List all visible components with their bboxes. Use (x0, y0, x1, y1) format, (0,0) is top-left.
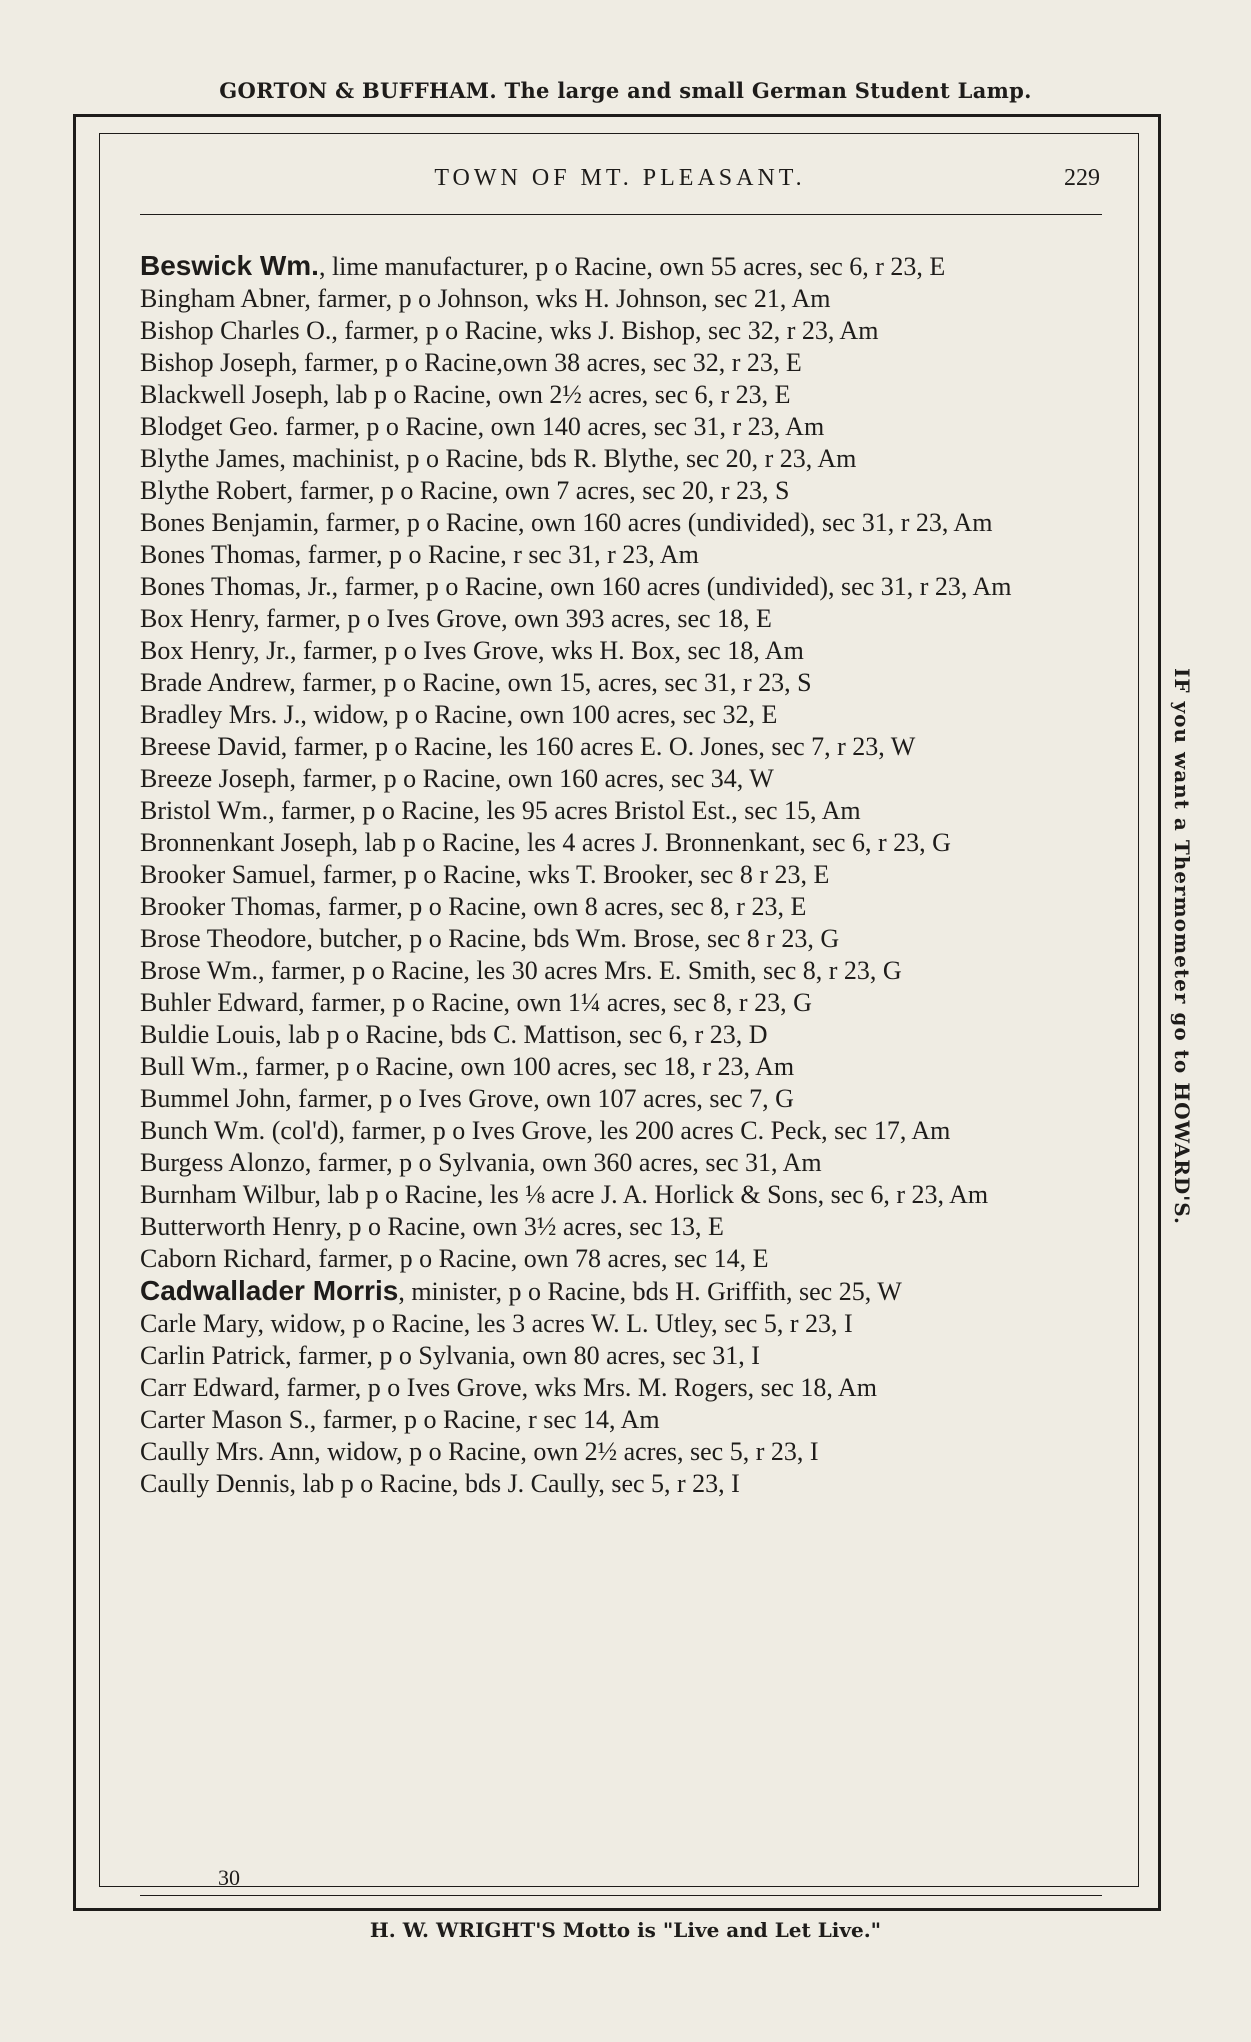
directory-entry (140, 987, 1104, 1019)
directory-entry (140, 923, 1104, 955)
entry-name: Bull Wm. (140, 1052, 243, 1081)
footer-rule (140, 1895, 1102, 1896)
entry-details: , farmer, p o Racine, wks J. Bishop, sec 32, r 23, Am (331, 316, 879, 345)
entry-details: , farmer, p o Sylvania, own 360 acres, sec 31, Am (304, 1148, 822, 1177)
entry-name: Brose Theodore (140, 924, 307, 953)
entry-name: Bishop Charles O. (140, 316, 332, 345)
entry-details: , farmer, p o Ives Grove, wks H. Box, sec 18, Am (289, 636, 804, 665)
directory-entry (140, 1436, 1104, 1468)
entry-name: Bones Thomas, Jr. (140, 572, 332, 601)
entry-name: Bishop Joseph (140, 348, 291, 377)
entry-details: , farmer, p o Ives Grove, wks Mrs. M. Rogers, sec 18, Am (273, 1373, 877, 1402)
side-advertisement: IF you want a Thermometer go to HOWARD'S. (1170, 668, 1194, 1225)
directory-entry (140, 443, 1104, 475)
entry-name: Breeze Joseph (140, 764, 290, 793)
entry-details: , farmer, p o Racine, own 15, acres, sec 31, r 23, S (289, 668, 812, 697)
entry-details: , widow, p o Racine, les 3 acres W. L. Utley, sec 5, r 23, I (257, 1309, 853, 1338)
directory-entry (140, 859, 1104, 891)
entry-name: Beswick Wm. (140, 250, 319, 281)
entry-name: Brose Wm. (140, 956, 258, 985)
entry-details: , machinist, p o Racine, bds R. Blythe, sec 20, r 23, Am (279, 444, 857, 473)
entry-name: Burnham Wilbur (140, 1180, 315, 1209)
entry-name: Carlin Patrick (140, 1341, 286, 1370)
entry-details: , lab p o Racine, bds C. Mattison, sec 6, r 23, D (275, 1020, 768, 1049)
entry-details: , farmer, p o Racine,own 38 acres, sec 32, r 23, E (290, 348, 802, 377)
entry-name: Breese David (140, 732, 281, 761)
directory-entry (140, 1468, 1104, 1500)
directory-entry (140, 1243, 1104, 1275)
entry-details: , farmer, p o Johnson, wks H. Johnson, sec 21, Am (304, 284, 831, 313)
directory-entry (140, 1211, 1104, 1243)
directory-entry (140, 1340, 1104, 1372)
directory-entry (140, 731, 1104, 763)
directory-entry (140, 315, 1104, 347)
directory-entry (140, 891, 1104, 923)
entry-details: , farmer, p o Racine, own 160 acres (undivided), sec 31, r 23, Am (331, 572, 1012, 601)
entry-details: , widow, p o Racine, own 100 acres, sec 32, E (300, 700, 778, 729)
entry-name: Bummel John (140, 1084, 286, 1113)
directory-entry (140, 603, 1104, 635)
entry-details: , butcher, p o Racine, bds Wm. Brose, sec 8 r 23, G (306, 924, 840, 953)
directory-entry (140, 1308, 1104, 1340)
entry-details: farmer, p o Racine, own 140 acres, sec 31, r 23, Am (278, 412, 825, 441)
bottom-advertisement: H. W. WRIGHT'S Motto is "Live and Let Live." (369, 1918, 882, 1942)
entry-name: Caborn Richard (140, 1244, 306, 1273)
entry-details: , farmer, p o Racine, les 160 acres E. O. Jones, sec 7, r 23, W (280, 732, 916, 761)
running-head (140, 165, 1100, 201)
directory-entry (140, 955, 1104, 987)
entry-name: Carr Edward (140, 1373, 274, 1402)
entry-name: Bradley Mrs. J. (140, 700, 301, 729)
directory-entry (140, 1147, 1104, 1179)
entry-name: Bronnenkant Joseph (140, 828, 352, 857)
directory-entry (140, 667, 1104, 699)
entry-details: , farmer, p o Ives Grove, own 393 acres, sec 18, E (253, 604, 772, 633)
directory-entry (140, 1275, 1104, 1308)
entry-name: Brooker Thomas (140, 892, 315, 921)
directory-entry (140, 347, 1104, 379)
entry-name: Burgess Alonzo (140, 1148, 305, 1177)
entry-details: , farmer, p o Racine, own 100 acres, sec 18, r 23, Am (242, 1052, 795, 1081)
entry-name: Carter Mason S. (140, 1405, 310, 1434)
top-advertisement: GORTON & BUFFHAM. The large and small German Student Lamp. (219, 78, 1032, 103)
header-rule (140, 214, 1102, 215)
entry-details: , farmer, p o Racine, own 160 acres (undivided), sec 31, r 23, Am (312, 508, 993, 537)
entry-details: , farmer, p o Racine, own 78 acres, sec 14, E (305, 1244, 769, 1273)
directory-entry (140, 571, 1104, 603)
entry-details: , lab p o Racine, les ⅛ acre J. A. Horlick & Sons, sec 6, r 23, Am (314, 1180, 989, 1209)
entry-details: , farmer, p o Ives Grove, own 107 acres, sec 7, G (285, 1084, 794, 1113)
entry-details: , farmer, p o Racine, own 7 acres, sec 20, r 23, S (286, 476, 790, 505)
entry-name: Buhler Edward (140, 988, 299, 1017)
entry-details: , lab p o Racine, own 2½ acres, sec 6, r 23, E (322, 380, 791, 409)
directory-entry (140, 411, 1104, 443)
entry-details: , farmer, p o Racine, r sec 14, Am (309, 1405, 660, 1434)
directory-entry (140, 1372, 1104, 1404)
entry-name: Brade Andrew (140, 668, 290, 697)
entry-details: , lime manufacturer, p o Racine, own 55 acres, sec 6, r 23, E (318, 252, 946, 281)
directory-entry (140, 1179, 1104, 1211)
directory-entry (140, 379, 1104, 411)
entry-details: , farmer, p o Racine, les 95 acres Bristol Est., sec 15, Am (268, 796, 861, 825)
entry-details: , farmer, p o Racine, les 30 acres Mrs. E. Smith, sec 8, r 23, G (257, 956, 902, 985)
entry-name: Caully Dennis (140, 1469, 290, 1498)
directory-entry (140, 1019, 1104, 1051)
entry-name: Blythe Robert (140, 476, 287, 505)
entry-name: Buldie Louis (140, 1020, 276, 1049)
entry-name: Blodget Geo. (140, 412, 279, 441)
entry-details: (col'd), farmer, p o Ives Grove, les 200 acres C. Peck, sec 17, Am (265, 1116, 951, 1145)
directory-entry (140, 283, 1104, 315)
entry-name: Caully Mrs. Ann (140, 1437, 315, 1466)
entry-details: , lab p o Racine, bds J. Caully, sec 5, r 23, I (289, 1469, 740, 1498)
directory-entries (140, 250, 1104, 1500)
directory-entry (140, 539, 1104, 571)
directory-entry (140, 1083, 1104, 1115)
entry-details: , widow, p o Racine, own 2½ acres, sec 5, r 23, I (314, 1437, 819, 1466)
entry-details: , farmer, p o Racine, wks T. Brooker, sec 8 r 23, E (309, 860, 830, 889)
directory-entry (140, 475, 1104, 507)
entry-name: Bingham Abner (140, 284, 305, 313)
entry-details: , farmer, p o Racine, own 8 acres, sec 8, r 23, E (315, 892, 807, 921)
entry-details: , farmer, p o Racine, r sec 31, r 23, Am (294, 540, 699, 569)
entry-details: , minister, p o Racine, bds H. Griffith, sec 25, W (398, 1277, 902, 1306)
directory-entry (140, 795, 1104, 827)
entry-name: Blackwell Joseph (140, 380, 323, 409)
entry-name: Bones Benjamin (140, 508, 313, 537)
directory-entry (140, 250, 1104, 283)
entry-name: Brooker Samuel (140, 860, 310, 889)
directory-entry (140, 635, 1104, 667)
entry-details: , lab p o Racine, les 4 acres J. Bronnenkant, sec 6, r 23, G (351, 828, 951, 857)
running-title: TOWN OF MT. PLEASANT. (434, 165, 806, 191)
directory-entry (140, 1115, 1104, 1147)
entry-name: Blythe James (140, 444, 280, 473)
directory-entry (140, 827, 1104, 859)
directory-entry (140, 1051, 1104, 1083)
signature-mark: 30 (218, 1865, 240, 1890)
entry-name: Bunch Wm. (140, 1116, 266, 1145)
entry-name: Cadwallader Morris (140, 1275, 399, 1306)
directory-entry (140, 1404, 1104, 1436)
entry-name: Bones Thomas (140, 540, 295, 569)
entry-details: , p o Racine, own 3½ acres, sec 13, E (335, 1212, 724, 1241)
directory-entry (140, 763, 1104, 795)
entry-name: Box Henry (140, 604, 254, 633)
directory-entry (140, 699, 1104, 731)
entry-details: , farmer, p o Sylvania, own 80 acres, sec 31, I (285, 1341, 760, 1370)
entry-details: , farmer, p o Racine, own 1¼ acres, sec 8, r 23, G (298, 988, 812, 1017)
entry-name: Bristol Wm. (140, 796, 269, 825)
page-number: 229 (1064, 165, 1100, 191)
directory-entry (140, 507, 1104, 539)
entry-name: Butterworth Henry (140, 1212, 336, 1241)
entry-name: Box Henry, Jr. (140, 636, 290, 665)
entry-details: , farmer, p o Racine, own 160 acres, sec 34, W (289, 764, 774, 793)
entry-name: Carle Mary (140, 1309, 258, 1338)
